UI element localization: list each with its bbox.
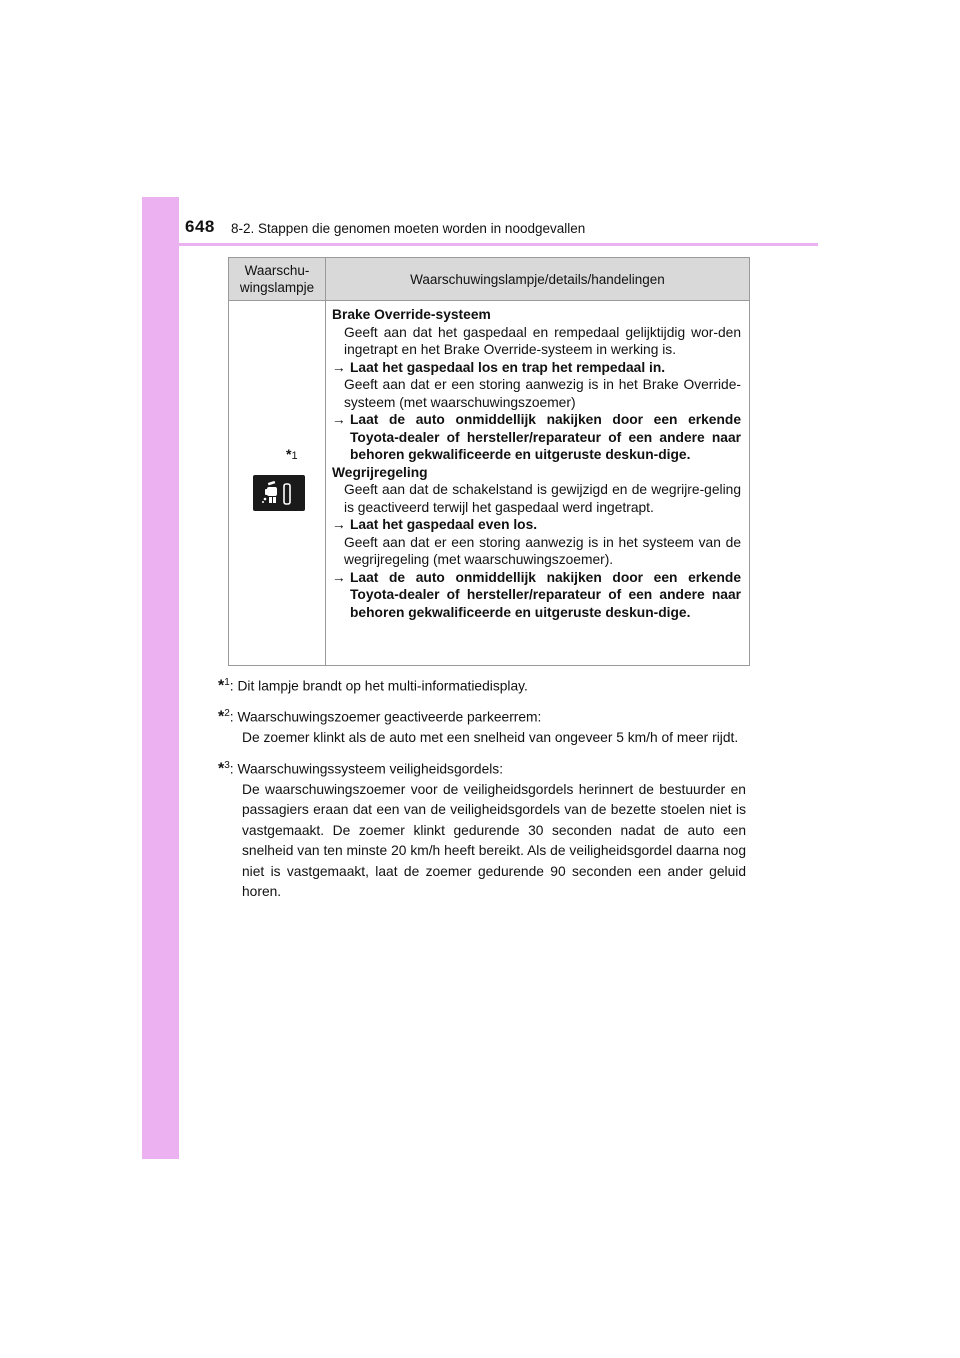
arrow-icon: → — [332, 412, 346, 427]
drive-start-text-1: Geeft aan dat de schakelstand is gewijzigd en de wegrijre-geling is geactiveerd terwijl het gaspedaal werd ingetrapt. — [344, 482, 741, 515]
footnotes — [218, 673, 746, 910]
brake-override-text-1: Geeft aan dat het gaspedaal en rempedaal gelijktijdig wor-den ingetrapt en het Brake Override-systeem in werking is. — [344, 324, 741, 357]
header-lamp-line1: Waarschu- — [244, 263, 310, 278]
table-header-row — [229, 258, 750, 301]
brake-override-action-1: → Laat het gaspedaal los en trap het rempedaal in. — [332, 359, 666, 375]
footnote-2-body: De zoemer klinkt als de auto met een snelheid van ongeveer 5 km/h of meer rijdt. — [242, 730, 739, 746]
header-details: Waarschuwingslampje/details/handelingen — [326, 258, 750, 301]
footnote-3: *$^3$: Waarschuwingssysteem veiligheidsgordels: De waarschuwingszoemer voor de veiligheidsgordels herinnert de bestuurder en passagiers eraan dat een van de veiligheidsgordels van de bezette stoelen niet is vastgemaakt. De zoemer klinkt gedurende 30 seconden nadat de auto een snelheid van ten minste 20 km/h heeft bereikt. Als de veiligheidsgordel daarna nog niet is vastgemaakt, laat de zoemer gedurende 90 seconden een ander geluid horen. — [218, 756, 746, 903]
table-row — [229, 301, 750, 666]
details-cell — [326, 301, 750, 666]
header-warning-lamp — [229, 258, 326, 301]
footnote-3-title: : Waarschuwingssysteem veiligheidsgordels: — [229, 761, 504, 777]
drive-start-title: Wegrijregeling — [332, 464, 428, 480]
footnote-2-title: : Waarschuwingszoemer geactiveerde parkeerrem: — [229, 709, 542, 725]
header-lamp-line2: wingslampje — [239, 280, 315, 295]
arrow-icon: → — [332, 517, 346, 532]
footnote-3-body: De waarschuwingszoemer voor de veiligheidsgordels herinnert de bestuurder en passagiers eraan dat een van de veiligheidsgordels van de bezette stoelen niet is vastgemaakt. De zoemer klinkt gedurende 30 seconden nadat de auto een snelheid van ten minste 20 km/h heeft bereikt. Als de veiligheidsgordel daarna nog niet is vastgemaakt, laat de zoemer gedurende 90 seconden een ander geluid horen. — [242, 781, 746, 900]
section-title: 8-2. Stappen die genomen moeten worden in noodgevallen — [231, 221, 586, 236]
header-divider — [142, 243, 818, 246]
page-number: 648 — [185, 217, 215, 236]
brake-override-title: Brake Override-systeem — [332, 307, 491, 322]
drive-start-text-2: Geeft aan dat er een storing aanwezig is in het systeem van de wegrijregeling (met waarschuwingszoemer). — [344, 534, 741, 567]
drive-start-action-2: → Laat de auto onmiddellijk nakijken door een erkende Toyota-dealer of hersteller/reparateur of een andere naar behoren gekwalificeerde en uitgeruste deskun-dige. — [332, 569, 741, 620]
brake-override-text-2: Geeft aan dat er een storing aanwezig is in het Brake Override-systeem (met waarschuwingszoemer) — [344, 377, 741, 410]
footnote-1: *$^1$: Dit lampje brandt op het multi-informatiedisplay. — [218, 677, 528, 695]
drive-start-action-1: → Laat het gaspedaal even los. — [332, 517, 538, 532]
arrow-icon: → — [332, 569, 346, 585]
chapter-tab-bar — [142, 197, 179, 1159]
lamp-footnote-ref: *1 — [286, 446, 298, 462]
warning-lamp-table — [228, 257, 750, 666]
brake-override-action-2: → Laat de auto onmiddellijk nakijken door een erkende Toyota-dealer of hersteller/reparateur of een andere naar behoren gekwalificeerde en uitgeruste deskun-dige. — [332, 412, 741, 462]
brake-override-warning-icon — [253, 475, 305, 511]
arrow-icon: → — [332, 359, 346, 375]
lamp-cell — [229, 301, 326, 666]
footnote-2: *$^2$: Waarschuwingszoemer geactiveerde parkeerrem: De zoemer klinkt als de auto met een snelheid van ongeveer 5 km/h of meer rijdt. — [218, 704, 746, 749]
footnote-1-title: : Dit lampje brandt op het multi-informatiedisplay. — [229, 678, 528, 694]
